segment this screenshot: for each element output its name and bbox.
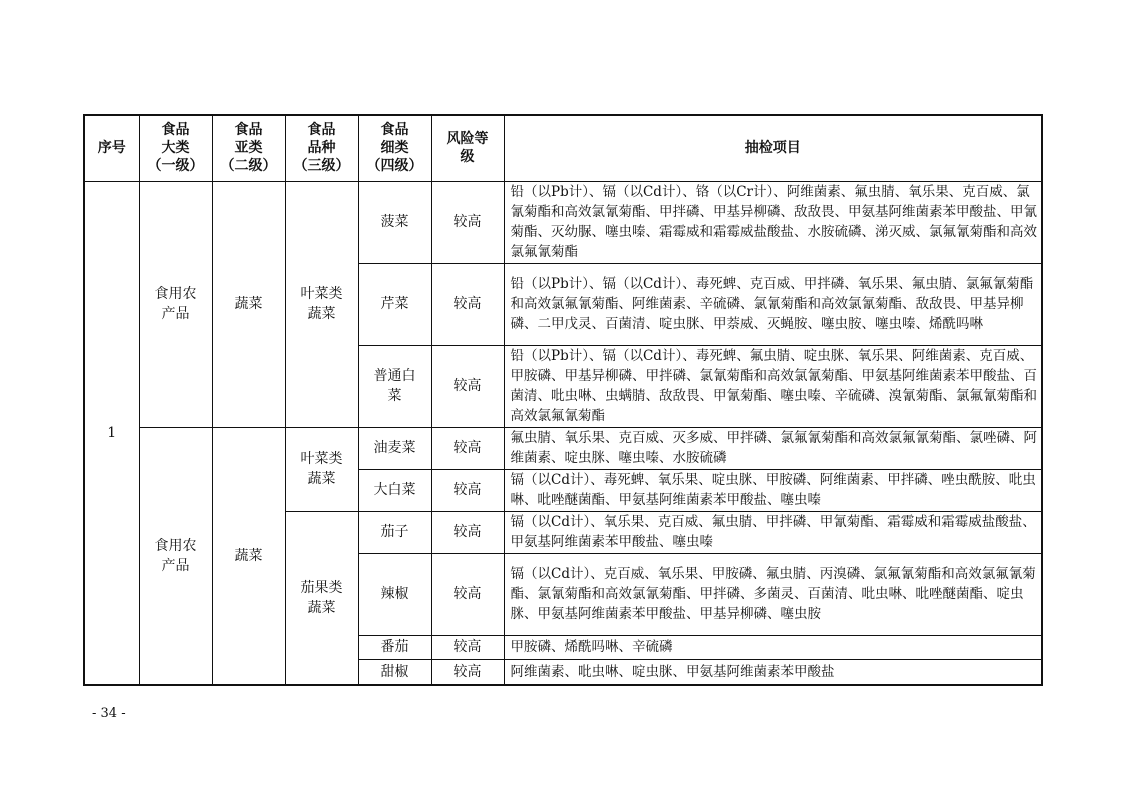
detail-cell: 甜椒 — [358, 659, 431, 685]
detail-cell: 番茄 — [358, 635, 431, 659]
items-cell: 镉（以Cd计）、毒死蜱、氧乐果、啶虫脒、甲胺磷、阿维菌素、甲拌磷、唑虫酰胺、吡虫啉、吡唑醚菌酯、甲氨基阿维菌素苯甲酸盐、噻虫嗪 — [504, 469, 1042, 511]
items-cell: 甲胺磷、烯酰吗啉、辛硫磷 — [504, 635, 1042, 659]
header-items: 抽检项目 — [504, 115, 1042, 181]
items-cell: 铅（以Pb计）、镉（以Cd计）、铬（以Cr计）、阿维菌素、氟虫腈、氧乐果、克百威、氯氰菊酯和高效氯氰菊酯、甲拌磷、甲基异柳磷、敌敌畏、甲氨基阿维菌素苯甲酸盐、甲氰菊酯、灭幼脲、噻虫嗪、霜霉威和霜霉威盐酸盐、水胺硫磷、涕灭威、氯氟氰菊酯和高效氯氟氰菊酯 — [504, 181, 1042, 263]
risk-cell: 较高 — [431, 427, 504, 469]
table-row — [84, 181, 1042, 263]
header-seq: 序号 — [84, 115, 139, 181]
detail-cell: 辣椒 — [358, 553, 431, 635]
items-cell: 铅（以Pb计）、镉（以Cd计）、毒死蜱、氟虫腈、啶虫脒、氧乐果、阿维菌素、克百威、甲胺磷、甲基异柳磷、甲拌磷、氯氰菊酯和高效氯氰菊酯、甲氨基阿维菌素苯甲酸盐、百菌清、吡虫啉、虫螨腈、敌敌畏、甲氰菊酯、噻虫嗪、辛硫磷、溴氰菊酯、氯氟氰菊酯和高效氯氟氰菊酯 — [504, 345, 1042, 427]
major-category-cell: 食用农 产品 — [139, 427, 212, 685]
page-number: - 34 - — [92, 706, 126, 721]
header-variety: 食品 品种 （三级） — [285, 115, 358, 181]
risk-cell: 较高 — [431, 345, 504, 427]
detail-cell: 茄子 — [358, 511, 431, 553]
detail-cell: 普通白 菜 — [358, 345, 431, 427]
sub-category-cell: 蔬菜 — [212, 181, 285, 427]
risk-cell: 较高 — [431, 511, 504, 553]
items-cell: 镉（以Cd计）、克百威、氧乐果、甲胺磷、氟虫腈、丙溴磷、氯氟氰菊酯和高效氯氟氰菊酯、氯氰菊酯和高效氯氰菊酯、甲拌磷、多菌灵、百菌清、吡虫啉、吡唑醚菌酯、啶虫脒、甲氨基阿维菌素苯甲酸盐、甲基异柳磷、噻虫胺 — [504, 553, 1042, 635]
detail-cell: 菠菜 — [358, 181, 431, 263]
variety-cell: 茄果类 蔬菜 — [285, 511, 358, 685]
detail-cell: 大白菜 — [358, 469, 431, 511]
seq-cell: 1 — [84, 181, 139, 685]
detail-cell: 芹菜 — [358, 263, 431, 345]
header-detail: 食品 细类 （四级） — [358, 115, 431, 181]
detail-cell: 油麦菜 — [358, 427, 431, 469]
sub-category-cell: 蔬菜 — [212, 427, 285, 685]
variety-cell: 叶菜类 蔬菜 — [285, 181, 358, 427]
risk-cell: 较高 — [431, 635, 504, 659]
header-sub: 食品 亚类 （二级） — [212, 115, 285, 181]
items-cell: 阿维菌素、吡虫啉、啶虫脒、甲氨基阿维菌素苯甲酸盐 — [504, 659, 1042, 685]
major-category-cell: 食用农 产品 — [139, 181, 212, 427]
variety-cell: 叶菜类 蔬菜 — [285, 427, 358, 511]
header-risk: 风险等 级 — [431, 115, 504, 181]
table-row — [84, 427, 1042, 469]
risk-cell: 较高 — [431, 263, 504, 345]
header-row — [84, 115, 1042, 181]
inspection-table — [83, 114, 1043, 686]
risk-cell: 较高 — [431, 181, 504, 263]
header-major: 食品 大类 （一级） — [139, 115, 212, 181]
items-cell: 镉（以Cd计）、氧乐果、克百威、氟虫腈、甲拌磷、甲氰菊酯、霜霉威和霜霉威盐酸盐、甲氨基阿维菌素苯甲酸盐、噻虫嗪 — [504, 511, 1042, 553]
risk-cell: 较高 — [431, 553, 504, 635]
risk-cell: 较高 — [431, 469, 504, 511]
items-cell: 铅（以Pb计）、镉（以Cd计）、毒死蜱、克百威、甲拌磷、氧乐果、氟虫腈、氯氟氰菊酯和高效氯氟氰菊酯、阿维菌素、辛硫磷、氯氰菊酯和高效氯氰菊酯、敌敌畏、甲基异柳磷、二甲戊灵、百菌清、啶虫脒、甲萘威、灭蝇胺、噻虫胺、噻虫嗪、烯酰吗啉 — [504, 263, 1042, 345]
risk-cell: 较高 — [431, 659, 504, 685]
items-cell: 氟虫腈、氧乐果、克百威、灭多威、甲拌磷、氯氟氰菊酯和高效氯氟氰菊酯、氯唑磷、阿维菌素、啶虫脒、噻虫嗪、水胺硫磷 — [504, 427, 1042, 469]
